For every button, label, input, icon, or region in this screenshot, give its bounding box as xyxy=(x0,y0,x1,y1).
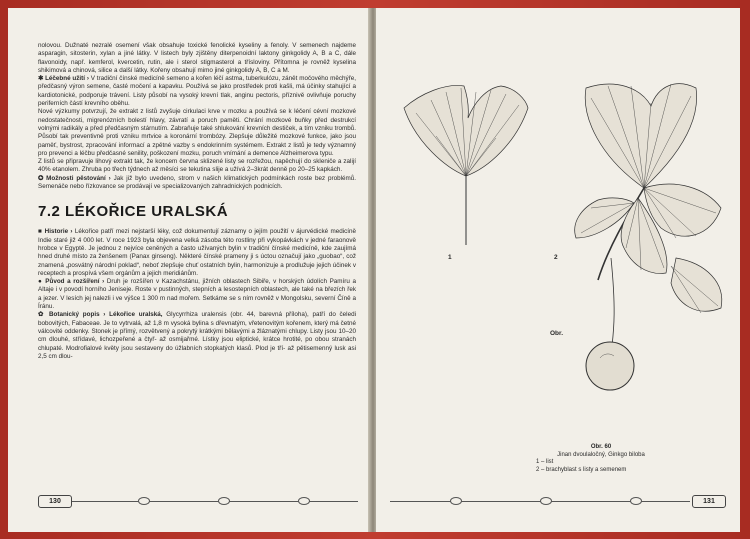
caption-line-2: 2 – brachyblast s listy a semenem xyxy=(536,466,627,473)
paragraph-text: Z listů se připravuje lihový extrakt tak, že koncem června sklizené listy se rozřežou, napěchují do skleniče a zalijí 40% etanolem. Zhruba po třech týdnech až měsíci se tekutina slije a užívá 2–3krát denně po 20–25 kapkách. xyxy=(38,158,356,174)
body-paragraph xyxy=(38,278,356,311)
body-paragraph xyxy=(38,228,356,278)
ginkgo-brachyblast-drawing xyxy=(575,84,722,390)
paragraph-lead: ✿ Botanický popis › Lékořice uralská, xyxy=(38,311,167,319)
body-paragraph xyxy=(38,311,356,361)
ginkgo-illustration xyxy=(376,8,740,448)
paragraph-lead: ✪ Možnosti pěstování › xyxy=(38,174,114,182)
paragraph-text: Glycyrrhiza uralensis (obr. 44, barevná příloha), patří do čeledi bobovitých, Fabaceae. Je to vytrvalá, až 1,8 m vysoká bylina s dřevnatým, vřetenovitým kořenem, který má četné válcovité oddenky. Stonek je přímý, rozvětvený a pokrytý krátkými bělavými a žláznatými chlupy. Listy jsou 10–20 cm dlouhé, střídavé, lichozpeřené a čtyř- až osmijařmé. Lístky jsou eliptické, krátce hrotité, po obou stranách chlupaté. Modrofialové květy jsou sestaveny do úžlabních stopkatých klasů. Plod je tří- až pětisemenný lusk asi 2,5 cm dlou- xyxy=(38,311,356,360)
figure-label-obr: Obr. xyxy=(550,330,564,337)
footer-rule xyxy=(72,501,358,502)
paragraphs-after-heading xyxy=(38,228,356,361)
paragraph-text: V tradiční čínské medicíně semeno a kořen léčí astma, tuberkulózu, zánět močového měchýře, předčasný výron semene, časté močení a kapavku. Používá se jako prostředek proti kašli, má účinky stahující a kardiotonické, podporuje trávení. Listy působí na vysoký krevní tlak, anginu pectoris, příznivě ovlivňuje poruchy periferních částí krevního oběhu. xyxy=(38,75,356,108)
body-paragraph xyxy=(38,42,356,75)
section-heading: 7.2 LÉKOŘICE URALSKÁ xyxy=(38,203,229,221)
figure-caption xyxy=(496,444,706,474)
paragraph-text: Lékořice patří mezi nejstarší léky, což dokumentují záznamy o jejím použití v ájurvédické medicíně Indie staré již 4 000 let. V roce 1923 byla objevena velká zásoba této rostliny při vykopávkách v jedné faraonově hrobce v Egyptě. Je jednou z nejvíce ceněných a často užívaných bylin v tradiční čínské medicíně, kde zaujímá hned druhé místo za ženšenem (Panax ginseng). Některé čínské prameny ji s úctou označují jako „guobao“, což znamená „posvátný národní poklad“, neboť zlepšuje chuť ostatních bylin, harmonizuje a prodlužuje jejich účinek v receptech a prospívá všem orgánům a jejich meridiánům. xyxy=(38,228,356,277)
footer-ornament xyxy=(218,497,230,505)
body-paragraph xyxy=(38,175,356,192)
body-paragraph xyxy=(38,158,356,175)
figure-label-2: 2 xyxy=(554,254,558,261)
caption-subtitle: Jinan dvoulaločný, Ginkgo biloba xyxy=(557,451,645,458)
footer-ornament xyxy=(298,497,310,505)
body-paragraph xyxy=(38,75,356,108)
paragraph-text: Jak již bylo uvedeno, strom v našich klimatických podmínkách roste bez problémů. Semenáče nebo řízkovance se prodávají ve specializovaných zahradnických podnicích. xyxy=(38,174,356,191)
page-number: 130 xyxy=(38,495,72,508)
footer-ornament xyxy=(630,497,642,505)
footer-ornament xyxy=(450,497,462,505)
caption-title: Obr. 60 xyxy=(590,444,612,450)
footer-ornament xyxy=(138,497,150,505)
figure-label-1: 1 xyxy=(448,254,452,261)
paragraph-lead: ● Původ a rozšíření › xyxy=(38,278,107,286)
right-page xyxy=(376,8,740,532)
caption-line-1: 1 – list xyxy=(536,459,554,466)
right-footer xyxy=(390,495,726,509)
paragraph-text: nolovou. Dužnaté nezralé osemení však obsahuje toxické fenolické kyseliny a fenoly. V semenech najdeme asparagin, sitosterin, xylan a jiné látky. V listech byly zjištěny diterpenoidní laktony ginkgolidy A, B a C, dále flavonoidy, např. kemferol, kvercetin, rutin, ale i sterol stigmasterol a třísloviny. Přítomna je rovněž kyselina shikimová a chinová, silice a další látky. Kořeny obsahují mimo jiné ginkgolidy A, B, C a M. xyxy=(38,42,356,74)
left-page-text xyxy=(38,42,356,361)
paragraph-lead: ✱ Léčebné užití › xyxy=(38,75,91,83)
paragraph-text: Nové výzkumy potvrzují, že extrakt z listů zvyšuje cirkulaci krve v mozku a používá se k léčení cévní mozkové nedostatečnosti, migrenózních bolestí hlavy, závratí a poruch paměti. Chrání mozkové buňky před destrukcí volnými radikály a před předčasným stárnutím. Zabraňuje také shlukování krevních destiček, a tím vzniku trombů. Působí tak preventivně proti vzniku mrtvice a koronární trombózy. Zlepšuje důležité mozkové funkce, jako jsou paměť, bystrost, zpracování informací a zpětné vazby s endokrinním systémem. Extrakt z listů je tedy významný pro prevenci a léčbu předčasné senility, poškození mozku, poruch vnímání a demence Alzheimerova typu. xyxy=(38,108,356,157)
paragraphs-before-heading xyxy=(38,42,356,191)
paragraph-text: Druh je rozšířen v Kazachstánu, jižních oblastech Sibiře, v horských údolích Pamíru a Altaje i v povodí horního Jeniseje. Roste v pustinných, stepních a lesostepních oblastech, ale také na březích řek a jezer. V lesích jej nalezli i ve výšce 1 300 m nad mořem. Setkáme se s ním rovněž v Mongolsku, severní Číně a Íránu. xyxy=(38,278,356,311)
page-number: 131 xyxy=(692,495,726,508)
body-paragraph xyxy=(38,108,356,158)
paragraph-lead: ■ Historie › xyxy=(38,228,75,236)
left-page xyxy=(8,8,371,532)
ginkgo-leaf-drawing xyxy=(404,85,528,245)
left-footer xyxy=(38,495,358,509)
footer-ornament xyxy=(540,497,552,505)
